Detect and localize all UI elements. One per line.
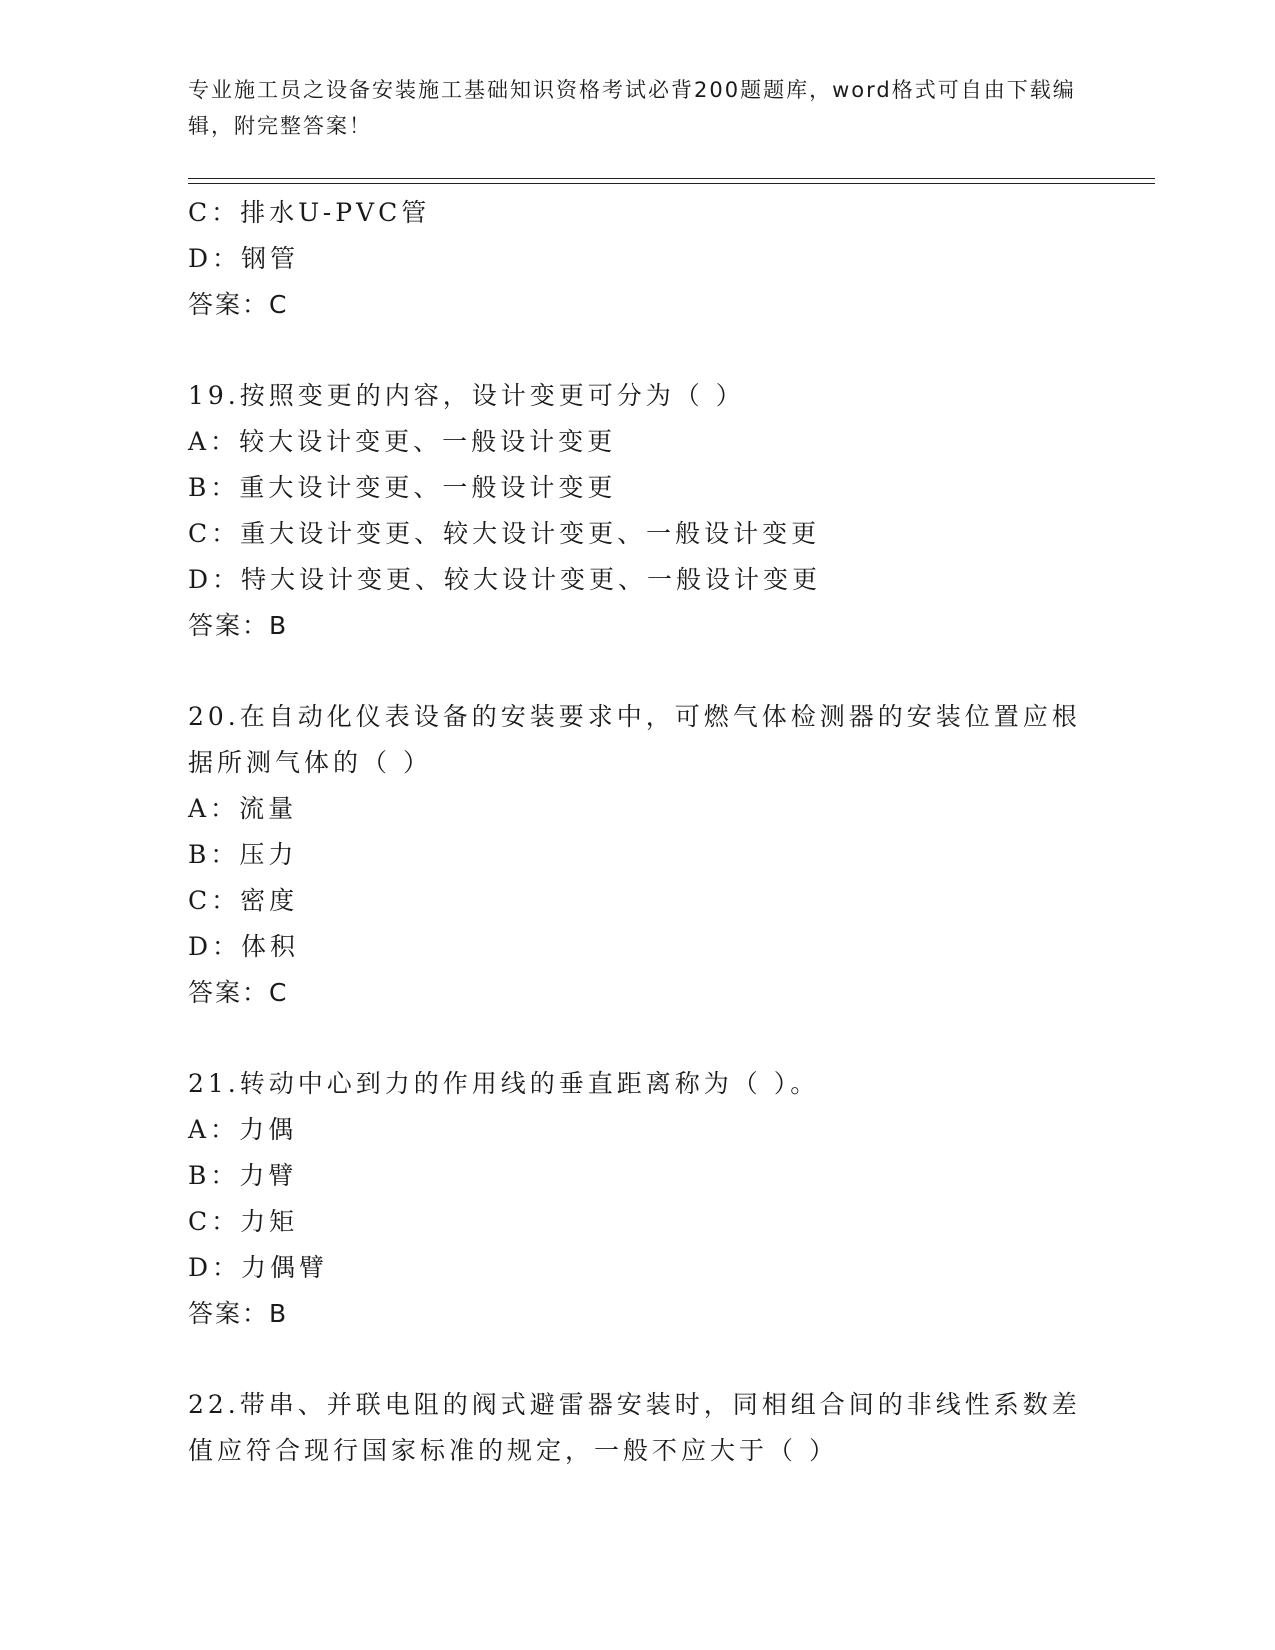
option-text: 重大设计变更、一般设计变更 (239, 473, 617, 502)
page-header: 专业施工员之设备安装施工基础知识资格考试必背200题题库，word格式可自由下载编辑，附完整答案！ (188, 78, 1076, 138)
option-text: 钢管 (241, 244, 300, 273)
option-c (188, 878, 1088, 924)
option-label: D： (188, 565, 242, 594)
option-text: 压力 (239, 840, 298, 869)
option-text: 力矩 (240, 1207, 299, 1236)
option-label: C： (188, 886, 241, 915)
option-d (188, 924, 1088, 970)
question-19 (188, 373, 1088, 649)
option-text: 特大设计变更、较大设计变更、一般设计变更 (241, 565, 822, 594)
question-22 (188, 1382, 1088, 1474)
option-label: A： (188, 794, 240, 823)
answer-line: 答案：C (188, 978, 289, 1007)
question-stem: 19.按照变更的内容，设计变更可分为（ ） (188, 381, 745, 410)
option-d (188, 236, 1088, 282)
option-text: 较大设计变更、一般设计变更 (239, 427, 617, 456)
answer-line: 答案：B (188, 1299, 289, 1328)
question-stem: 20.在自动化仪表设备的安装要求中，可燃气体检测器的安装位置应根据所测气体的（ ） (188, 702, 1081, 777)
option-label: B： (188, 473, 240, 502)
option-label: D： (188, 1253, 242, 1282)
header-divider-top (188, 178, 1155, 179)
option-label: B： (188, 1161, 240, 1190)
question-stem: 22.带串、并联电阻的阀式避雷器安装时，同相组合间的非线性系数差值应符合现行国家标准的规定，一般不应大于（ ） (188, 1390, 1081, 1465)
question-content (188, 190, 1088, 1474)
option-label: A： (188, 1115, 240, 1144)
option-b (188, 465, 1088, 511)
option-label: B： (188, 840, 240, 869)
answer-line: 答案：B (188, 611, 289, 640)
question-21 (188, 1061, 1088, 1337)
question-stem: 21.转动中心到力的作用线的垂直距离称为（ ）。 (188, 1069, 820, 1098)
option-label: C： (188, 1207, 241, 1236)
option-text: 排水U-PVC管 (240, 198, 431, 227)
question-20 (188, 694, 1088, 1016)
option-a (188, 786, 1088, 832)
header-divider-bottom (188, 183, 1155, 184)
option-text: 力偶 (239, 1115, 298, 1144)
option-label: D： (188, 244, 242, 273)
answer-line: 答案：C (188, 290, 289, 319)
option-c (188, 511, 1088, 557)
option-label: C： (188, 519, 241, 548)
option-text: 体积 (241, 932, 300, 961)
option-label: D： (188, 932, 242, 961)
option-label: C： (188, 198, 241, 227)
option-d (188, 1245, 1088, 1291)
option-text: 重大设计变更、较大设计变更、一般设计变更 (240, 519, 821, 548)
option-a (188, 419, 1088, 465)
option-b (188, 832, 1088, 878)
option-b (188, 1153, 1088, 1199)
option-text: 力臂 (239, 1161, 298, 1190)
option-text: 流量 (239, 794, 298, 823)
option-c (188, 1199, 1088, 1245)
option-c (188, 190, 1088, 236)
option-a (188, 1107, 1088, 1153)
option-text: 力偶臂 (241, 1253, 329, 1282)
option-text: 密度 (240, 886, 299, 915)
question-18-tail (188, 190, 1088, 328)
option-label: A： (188, 427, 240, 456)
option-d (188, 557, 1088, 603)
